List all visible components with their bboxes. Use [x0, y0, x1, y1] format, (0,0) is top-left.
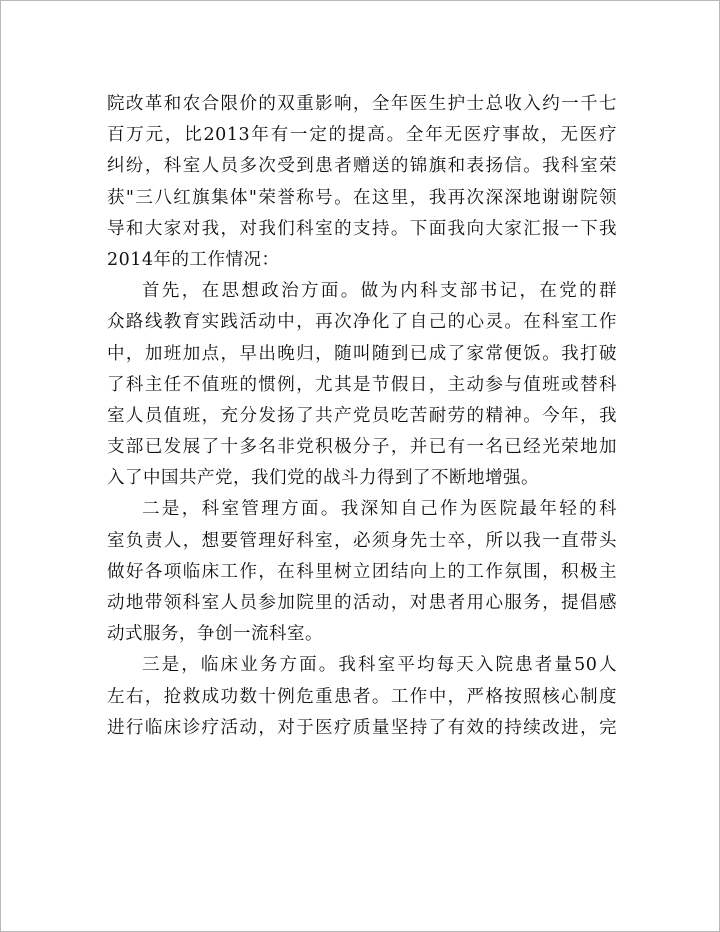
text-line: 进行临床诊疗活动，对于医疗质量坚持了有效的持续改进，完 — [107, 717, 617, 738]
text-line: 纠纷，科室人员多次受到患者赠送的锦旗和表扬信。我科室荣 — [107, 156, 617, 177]
text-line: 入了中国共产党，我们党的战斗力得到了不断地增强。 — [107, 468, 539, 489]
text-line: 获"三八红旗集体"荣誉称号。在这里，我再次深深地谢谢院领 — [107, 187, 617, 208]
paragraph — [107, 494, 617, 650]
text-line: 做好各项临床工作，在科里树立团结向上的工作氛围，积极主 — [107, 561, 617, 582]
text-line: 室人员值班，充分发扬了共产党员吃苦耐劳的精神。今年，我 — [107, 405, 617, 426]
text-line: 动地带领科室人员参加院里的活动，对患者用心服务，提倡感 — [107, 593, 617, 613]
text-line: 院改革和农合限价的双重影响，全年医生护士总收入约一千七 — [107, 94, 617, 114]
text-line: 了科主任不值班的惯例，尤其是节假日，主动参与值班或替科 — [107, 374, 617, 395]
text-line: 动式服务，争创一流科室。 — [107, 624, 323, 645]
text-line: 二是，科室管理方面。我深知自己作为医院最年轻的科 — [142, 499, 617, 520]
text-line: 室负责人，想要管理好科室，必须身先士卒，所以我一直带头 — [107, 530, 617, 551]
text-line: 导和大家对我，对我们科室的支持。下面我向大家汇报一下我 — [107, 218, 617, 239]
text-line: 左右，抢救成功数十例危重患者。工作中，严格按照核心制度 — [107, 686, 617, 707]
paragraph — [107, 89, 617, 276]
document-body — [107, 89, 617, 744]
paragraph — [107, 276, 617, 494]
text-line: 支部已发展了十多名非党积极分子，并已有一名已经光荣地加 — [107, 437, 617, 458]
text-line: 三是，临床业务方面。我科室平均每天入院患者量50人 — [142, 655, 617, 676]
text-line: 首先，在思想政治方面。做为内科支部书记，在党的群 — [142, 281, 617, 302]
paragraph — [107, 650, 617, 744]
text-line: 2014年的工作情况： — [107, 249, 280, 270]
text-line: 中，加班加点，早出晚归，随叫随到已成了家常便饭。我打破 — [107, 343, 617, 364]
text-line: 众路线教育实践活动中，再次净化了自己的心灵。在科室工作 — [107, 312, 617, 333]
text-line: 百万元，比2013年有一定的提高。全年无医疗事故，无医疗 — [107, 125, 617, 146]
